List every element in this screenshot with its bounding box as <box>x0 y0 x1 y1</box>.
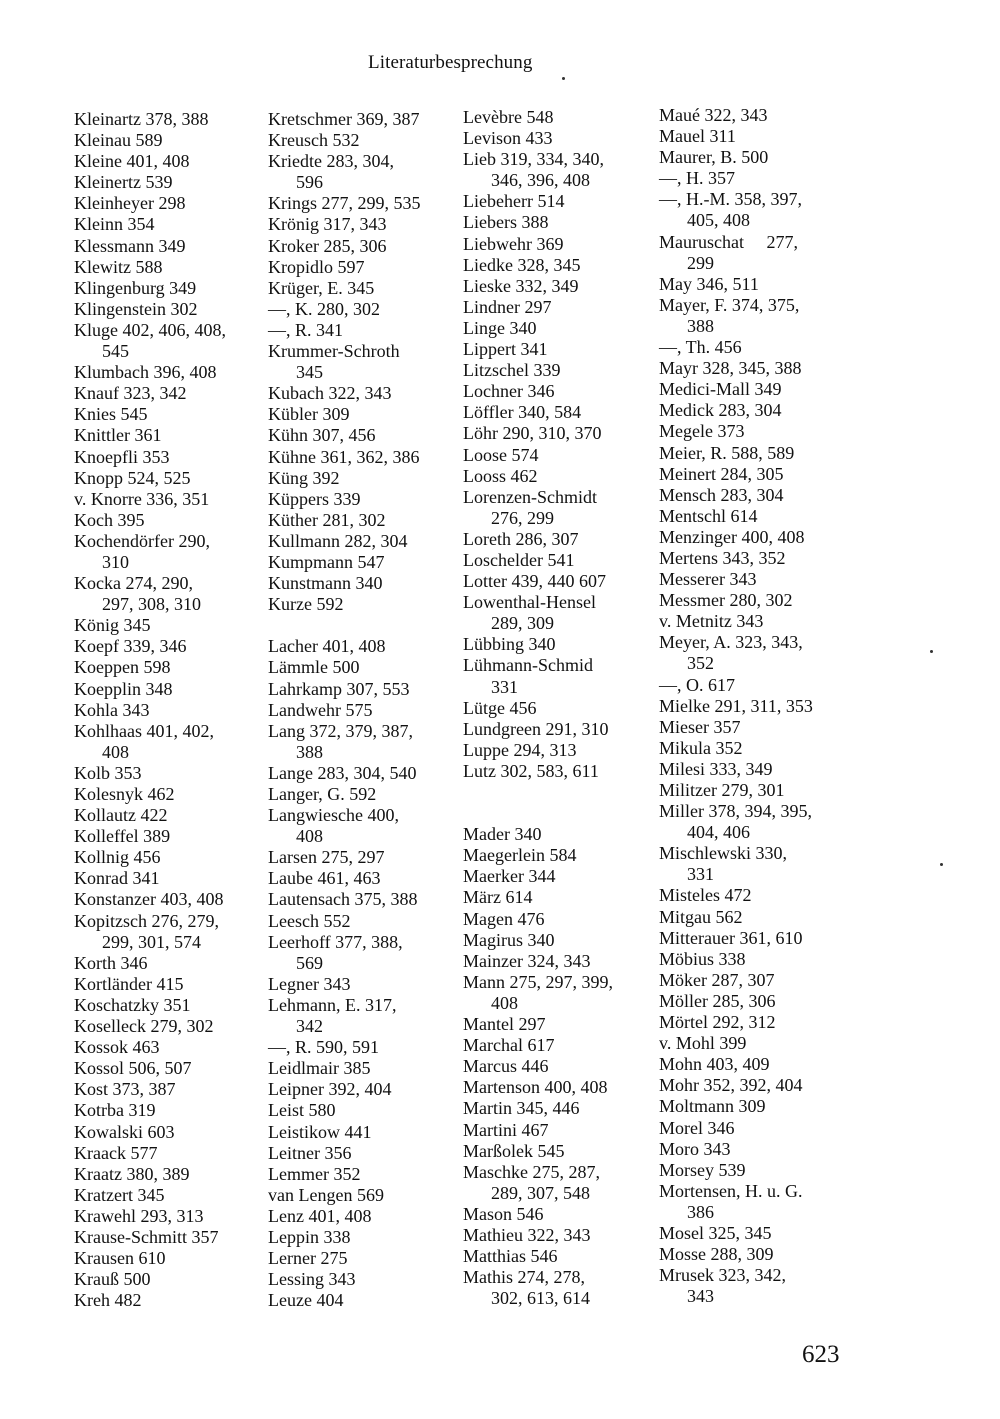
index-entry: Loose 574 <box>463 444 539 465</box>
index-entry: Lundgreen 291, 310 <box>463 718 609 739</box>
index-entry: Kurze 592 <box>268 594 344 615</box>
index-entry: Mohr 352, 392, 404 <box>659 1075 803 1096</box>
index-entry: —, H.-M. 358, 397, 405, 408 <box>659 189 802 231</box>
index-entry: Misteles 472 <box>659 885 752 906</box>
index-entry: v. Knorre 336, 351 <box>74 488 210 509</box>
index-entry: Luppe 294, 313 <box>463 739 577 760</box>
index-entry: Mrusek 323, 342, 343 <box>659 1265 786 1307</box>
index-entry: Mayer, F. 374, 375, 388 <box>659 294 800 336</box>
index-entry: Kühn 307, 456 <box>268 425 376 446</box>
index-entry: Moro 343 <box>659 1138 731 1159</box>
index-entry: Maerker 344 <box>463 866 556 887</box>
index-entry: Meinert 284, 305 <box>659 463 784 484</box>
index-entry: Knopp 524, 525 <box>74 467 191 488</box>
index-entry: Lehmann, E. 317, 342 <box>268 994 397 1037</box>
speck-mark <box>940 863 943 866</box>
index-entry: Kühne 361, 362, 386 <box>268 446 420 467</box>
index-entry: Martin 345, 446 <box>463 1098 580 1119</box>
index-entry: Krüger, E. 345 <box>268 277 375 298</box>
index-entry: Mauel 311 <box>659 126 736 147</box>
index-entry: Lemmer 352 <box>268 1163 361 1184</box>
index-entry: Klingenstein 302 <box>74 298 198 319</box>
index-entry: Mauruschat 277, 299 <box>659 231 798 273</box>
index-entry: Knies 545 <box>74 404 148 425</box>
index-entry: May 346, 511 <box>659 273 759 294</box>
index-entry: Magen 476 <box>463 908 545 929</box>
index-entry: Kubach 322, 343 <box>268 383 392 404</box>
index-entry: Koch 395 <box>74 509 145 530</box>
index-entry: Mayr 328, 345, 388 <box>659 358 802 379</box>
index-entry: Kohla 343 <box>74 699 150 720</box>
index-entry: Krause-Schmitt 357 <box>74 1226 219 1247</box>
index-column-4 <box>659 105 844 1307</box>
index-entry: Löhr 290, 310, 370 <box>463 423 602 444</box>
index-entry: Kreh 482 <box>74 1290 142 1311</box>
index-entry: Leist 580 <box>268 1100 336 1121</box>
index-entry: Kleinau 589 <box>74 130 163 151</box>
index-entry: Kluge 402, 406, 408, 545 <box>74 319 226 362</box>
index-entry: Magirus 340 <box>463 929 555 950</box>
index-entry: Milesi 333, 349 <box>659 758 773 779</box>
index-entry: Koepf 339, 346 <box>74 636 187 657</box>
index-entry: Lorenzen-Schmidt 276, 299 <box>463 486 597 528</box>
index-column-2 <box>268 109 448 1311</box>
index-entry: —, R. 341 <box>268 319 344 340</box>
index-entry: Kratzert 345 <box>74 1184 165 1205</box>
index-entry: Kowalski 603 <box>74 1121 175 1142</box>
index-entry: Kossok 463 <box>74 1037 160 1058</box>
index-entry: Lämmle 500 <box>268 657 360 678</box>
index-entry: Kortländer 415 <box>74 973 184 994</box>
index-entry: Lutz 302, 583, 611 <box>463 760 599 781</box>
index-entry: Lieb 319, 334, 340, 346, 396, 408 <box>463 149 604 191</box>
index-column-1 <box>74 109 254 1311</box>
index-entry: Maschke 275, 287, 289, 307, 548 <box>463 1161 600 1203</box>
index-entry: Mathieu 322, 343 <box>463 1224 591 1245</box>
index-entry: Mosel 325, 345 <box>659 1222 772 1243</box>
index-entry: Mader 340 <box>463 824 542 845</box>
index-entry: Löffler 340, 584 <box>463 402 582 423</box>
letter-gap <box>463 803 643 824</box>
index-entry: —, O. 617 <box>659 674 735 695</box>
index-entry: Mertens 343, 352 <box>659 547 786 568</box>
index-entry: Konrad 341 <box>74 868 160 889</box>
index-entry: v. Mohl 399 <box>659 1033 747 1054</box>
index-entry: Mathis 274, 278, 302, 613, 614 <box>463 1267 590 1309</box>
index-entry: Möller 285, 306 <box>659 990 776 1011</box>
index-entry: —, K. 280, 302 <box>268 298 380 319</box>
index-entry: Langer, G. 592 <box>268 784 377 804</box>
index-entry: Knoepfli 353 <box>74 446 170 467</box>
index-entry: —, R. 590, 591 <box>268 1037 380 1058</box>
index-entry: Kost 373, 387 <box>74 1079 176 1100</box>
index-entry: Marcus 446 <box>463 1056 549 1077</box>
index-entry: Kocka 274, 290, 297, 308, 310 <box>74 573 201 615</box>
index-entry: Mentschl 614 <box>659 505 758 526</box>
index-entry: Konstanzer 403, 408 <box>74 889 224 910</box>
index-entry: Lessing 343 <box>268 1269 356 1290</box>
index-entry: Kraack 577 <box>74 1142 158 1163</box>
index-entry: Kleinartz 378, 388 <box>74 109 209 129</box>
index-entry: Lindner 297 <box>463 296 552 317</box>
index-entry: Mensch 283, 304 <box>659 484 784 505</box>
index-entry: Legner 343 <box>268 973 351 994</box>
index-entry: Leppin 338 <box>268 1226 351 1247</box>
index-entry: Lenz 401, 408 <box>268 1205 372 1226</box>
index-entry: Lowenthal-Hensel 289, 309 <box>463 592 596 634</box>
index-entry: Liebwehr 369 <box>463 233 564 254</box>
index-entry: Megele 373 <box>659 421 745 442</box>
index-entry: Lacher 401, 408 <box>268 636 386 657</box>
index-entry: Kullmann 282, 304 <box>268 530 408 551</box>
index-entry: Meier, R. 588, 589 <box>659 442 795 463</box>
index-entry: Laube 461, 463 <box>268 868 381 889</box>
index-entry: Knittler 361 <box>74 425 162 446</box>
index-entry: Koschatzky 351 <box>74 994 191 1015</box>
index-entry: Kotrba 319 <box>74 1100 156 1121</box>
index-entry: Lerner 275 <box>268 1248 348 1269</box>
index-entry: Looss 462 <box>463 465 538 486</box>
index-entry: Maué 322, 343 <box>659 105 768 125</box>
index-entry: Möker 287, 307 <box>659 969 775 990</box>
index-entry: Langwiesche 400, 408 <box>268 805 399 847</box>
index-entry: Kollautz 422 <box>74 805 168 826</box>
index-entry: Martenson 400, 408 <box>463 1077 608 1098</box>
index-entry: Matthias 546 <box>463 1246 558 1267</box>
index-entry: Lang 372, 379, 387, 388 <box>268 720 413 762</box>
index-entry: Liedke 328, 345 <box>463 254 581 275</box>
index-entry: Leidlmair 385 <box>268 1058 371 1079</box>
index-entry: Kleine 401, 408 <box>74 151 190 172</box>
index-entry: Messmer 280, 302 <box>659 590 793 611</box>
index-entry: Leipner 392, 404 <box>268 1079 392 1100</box>
index-entry: Mikula 352 <box>659 737 743 758</box>
page-number: 623 <box>802 1341 840 1368</box>
index-entry: Liebers 388 <box>463 212 549 233</box>
index-entry: Kroker 285, 306 <box>268 235 387 256</box>
letter-gap <box>268 615 448 636</box>
index-entry: Mantel 297 <box>463 1014 546 1035</box>
index-entry: Maegerlein 584 <box>463 845 577 866</box>
index-entry: Moltmann 309 <box>659 1096 766 1117</box>
index-entry: Küther 281, 302 <box>268 509 386 530</box>
index-entry: König 345 <box>74 615 151 636</box>
index-entry: Krawehl 293, 313 <box>74 1205 204 1226</box>
index-entry: Mohn 403, 409 <box>659 1054 770 1075</box>
index-entry: Kriedte 283, 304, 596 <box>268 151 394 193</box>
index-entry: Miller 378, 394, 395, 404, 406 <box>659 801 812 843</box>
index-entry: Krings 277, 299, 535 <box>268 193 421 214</box>
index-entry: Lochner 346 <box>463 381 555 402</box>
index-entry: van Lengen 569 <box>268 1184 384 1205</box>
index-entry: Mainzer 324, 343 <box>463 950 591 971</box>
index-entry: Menzinger 400, 408 <box>659 526 805 547</box>
index-entry: Loreth 286, 307 <box>463 528 579 549</box>
index-entry: Lahrkamp 307, 553 <box>268 678 410 699</box>
index-entry: Mielke 291, 311, 353 <box>659 695 813 716</box>
speck-mark <box>930 650 933 653</box>
index-entry: Mischlewski 330, 331 <box>659 843 787 885</box>
index-entry: Kunstmann 340 <box>268 573 383 594</box>
index-entry: Maurer, B. 500 <box>659 147 769 168</box>
index-entry: Larsen 275, 297 <box>268 847 385 868</box>
index-entry: Leerhoff 377, 388, 569 <box>268 931 403 973</box>
index-entry: Mortensen, H. u. G. 386 <box>659 1180 803 1222</box>
index-entry: Messerer 343 <box>659 569 757 590</box>
index-entry: Leuze 404 <box>268 1290 344 1311</box>
index-entry: Klewitz 588 <box>74 256 163 277</box>
index-entry: Kleinheyer 298 <box>74 193 186 214</box>
index-entry: Kleinn 354 <box>74 214 155 235</box>
index-entry: März 614 <box>463 887 533 908</box>
index-entry: Krausen 610 <box>74 1248 166 1269</box>
index-entry: Leistikow 441 <box>268 1121 372 1142</box>
index-column-3 <box>463 107 643 1309</box>
index-entry: Lütge 456 <box>463 697 537 718</box>
index-entry: Kübler 309 <box>268 404 350 425</box>
index-entry: Mann 275, 297, 399, 408 <box>463 971 613 1013</box>
index-entry: Kretschmer 369, 387 <box>268 109 420 129</box>
index-entry: Lühmann-Schmid 331 <box>463 655 593 697</box>
index-entry: Meyer, A. 323, 343, 352 <box>659 632 803 674</box>
index-entry: Levison 433 <box>463 128 553 149</box>
index-entry: Klingenburg 349 <box>74 277 197 298</box>
index-entry: Liebeherr 514 <box>463 191 565 212</box>
index-entry: Kropidlo 597 <box>268 256 365 277</box>
index-entry: Leitner 356 <box>268 1142 352 1163</box>
index-entry: Medici-Mall 349 <box>659 379 782 400</box>
index-entry: Kolesnyk 462 <box>74 784 175 804</box>
index-entry: Küppers 339 <box>268 488 361 509</box>
index-entry: Loschelder 541 <box>463 549 575 570</box>
index-entry: Mieser 357 <box>659 716 741 737</box>
index-entry: Kumpmann 547 <box>268 551 385 572</box>
index-entry: Krummer-Schroth 345 <box>268 341 400 383</box>
index-entry: Levèbre 548 <box>463 107 554 127</box>
index-entry: Kleinertz 539 <box>74 172 173 193</box>
running-header: Literaturbesprechung <box>368 52 533 73</box>
index-entry: Morsey 539 <box>659 1159 746 1180</box>
index-entry: Mitgau 562 <box>659 906 743 927</box>
index-entry: Lippert 341 <box>463 339 548 360</box>
index-entry: Lange 283, 304, 540 <box>268 762 417 783</box>
index-entry: Marchal 617 <box>463 1035 555 1056</box>
index-entry: Morel 346 <box>659 1117 735 1138</box>
index-entry: Martini 467 <box>463 1119 549 1140</box>
index-entry: Koselleck 279, 302 <box>74 1016 214 1037</box>
letter-gap <box>463 782 643 803</box>
index-entry: Krönig 317, 343 <box>268 214 387 235</box>
index-entry: Kollnig 456 <box>74 847 161 868</box>
index-entry: Möbius 338 <box>659 948 746 969</box>
index-entry: Klumbach 396, 408 <box>74 362 217 383</box>
index-entry: Linge 340 <box>463 317 537 338</box>
index-entry: Militzer 279, 301 <box>659 780 785 800</box>
index-entry: Knauf 323, 342 <box>74 383 187 404</box>
index-entry: Kochendörfer 290, 310 <box>74 530 210 572</box>
index-entry: Mosse 288, 309 <box>659 1244 774 1265</box>
index-entry: Korth 346 <box>74 952 148 973</box>
index-entry: v. Metnitz 343 <box>659 611 764 632</box>
index-entry: Koepplin 348 <box>74 678 173 699</box>
speck-mark <box>562 77 565 80</box>
index-entry: Klessmann 349 <box>74 235 186 256</box>
index-entry: Lieske 332, 349 <box>463 275 579 296</box>
index-entry: Küng 392 <box>268 467 340 488</box>
index-entry: Kopitzsch 276, 279, 299, 301, 574 <box>74 910 219 952</box>
index-entry: Koeppen 598 <box>74 657 171 678</box>
index-entry: Mörtel 292, 312 <box>659 1012 776 1033</box>
index-entry: Kreusch 532 <box>268 130 360 151</box>
index-entry: Kolleffel 389 <box>74 826 171 847</box>
index-entry: —, H. 357 <box>659 168 735 189</box>
index-entry: Medick 283, 304 <box>659 400 782 421</box>
index-entry: Litzschel 339 <box>463 360 561 381</box>
index-entry: Krauß 500 <box>74 1269 151 1290</box>
index-entry: Marßolek 545 <box>463 1140 565 1161</box>
index-entry: Kraatz 380, 389 <box>74 1163 190 1184</box>
index-entry: Lautensach 375, 388 <box>268 889 418 910</box>
index-entry: Lübbing 340 <box>463 634 556 655</box>
index-entry: Mason 546 <box>463 1203 544 1224</box>
index-entry: Kohlhaas 401, 402, 408 <box>74 720 214 762</box>
index-entry: —, Th. 456 <box>659 337 742 358</box>
index-entry: Kossol 506, 507 <box>74 1058 192 1079</box>
index-entry: Mitterauer 361, 610 <box>659 927 803 948</box>
index-entry: Lotter 439, 440 607 <box>463 571 606 592</box>
index-entry: Leesch 552 <box>268 910 351 931</box>
index-entry: Kolb 353 <box>74 762 142 783</box>
index-entry: Landwehr 575 <box>268 699 373 720</box>
